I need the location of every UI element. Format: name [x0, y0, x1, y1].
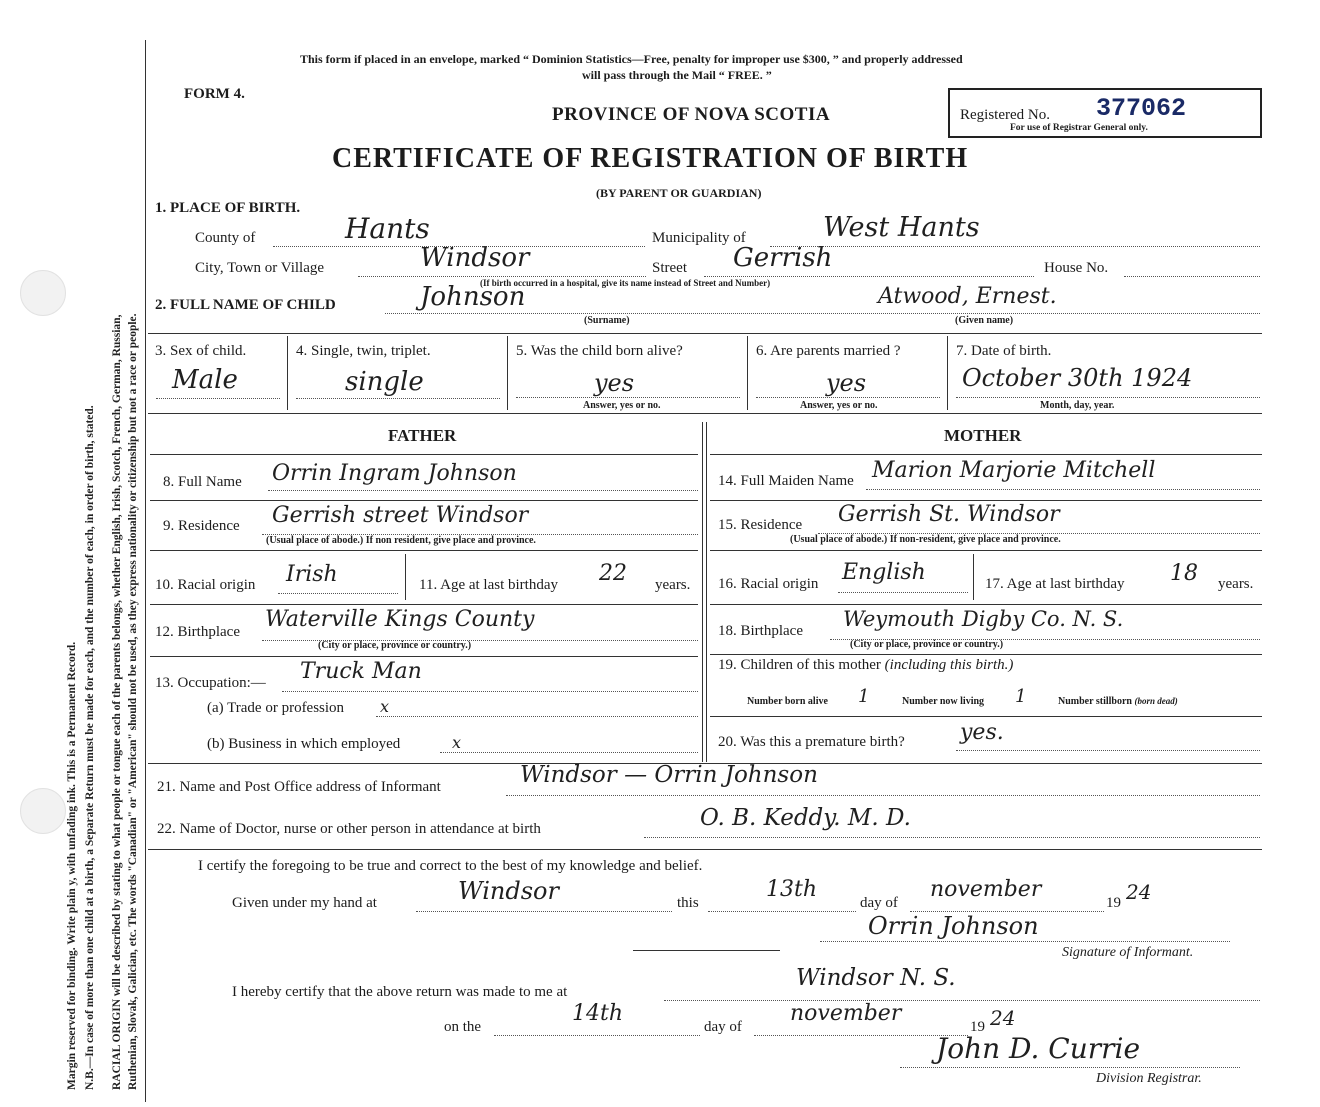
binding-hole-top: [20, 270, 66, 316]
street-label: Street: [652, 260, 687, 276]
children-label-paren: (including this birth.): [884, 657, 1014, 673]
city-value: Windsor: [420, 243, 530, 273]
mother-name-value: Marion Marjorie Mitchell: [872, 458, 1156, 483]
father-racial-label: 10. Racial origin: [155, 577, 256, 593]
mother-name-label: 14. Full Maiden Name: [718, 473, 854, 489]
registrar-year-value: 24: [990, 1006, 1016, 1030]
father-business-value: x: [452, 733, 462, 752]
date-of-birth-note: Month, day, year.: [1040, 400, 1115, 411]
surname-caption: (Surname): [584, 315, 630, 326]
informant-value: Windsor — Orrin Johnson: [520, 762, 818, 788]
child-surname-value: Johnson: [420, 282, 526, 312]
registered-no-label: Registered No.: [960, 107, 1050, 123]
mother-residence-label: 15. Residence: [718, 517, 803, 533]
margin-note-4: Ruthenian, Slovak, Galician, etc. The words "Canadian" or "American" should not be used, as they express nationality or citizenship but not a race or people.: [127, 313, 139, 1090]
mother-residence-note: (Usual place of abode.) If non-resident, give place and province.: [790, 534, 1061, 545]
premature-birth-value: yes.: [960, 720, 1004, 745]
father-trade-label: (a) Trade or profession: [207, 700, 345, 716]
number-born-alive-label: Number born alive: [747, 696, 828, 707]
certify-year-value: 24: [1126, 880, 1152, 904]
father-residence-label: 9. Residence: [163, 518, 240, 534]
city-label: City, Town or Village: [195, 260, 325, 276]
postal-notice-1: This form if placed in an envelope, marked “ Dominion Statistics—Free, penalty for improper use $300, ” and properly addressed: [300, 52, 963, 66]
father-birthplace-note: (City or place, province or country.): [318, 640, 472, 651]
parents-married-label: 6. Are parents married ?: [756, 343, 901, 359]
margin-note-3: RACIAL ORIGIN will be described by stating to what people or tongue each of the parents belongs, whether English, Irish, Scotch, French, German, Russian,: [111, 314, 123, 1090]
father-business-label: (b) Business in which employed: [207, 736, 401, 752]
certify-day-value: 13th: [766, 877, 818, 902]
born-alive-note: Answer, yes or no.: [583, 400, 661, 411]
child-given-name-value: Atwood, Ernest.: [878, 284, 1057, 309]
father-heading: FATHER: [388, 426, 457, 445]
father-age-unit: years.: [655, 577, 691, 593]
stillborn-paren: (born dead): [1134, 696, 1178, 706]
place-of-birth-heading: 1. PLACE OF BIRTH.: [155, 200, 301, 216]
certificate-title: CERTIFICATE OF REGISTRATION OF BIRTH: [332, 143, 969, 174]
registrar-day-value: 14th: [572, 1001, 624, 1026]
father-occupation-value: Truck Man: [300, 659, 422, 684]
father-residence-note: (Usual place of abode.) If non resident, give place and province.: [266, 535, 536, 546]
date-of-birth-label: 7. Date of birth.: [956, 343, 1052, 359]
county-value: Hants: [345, 212, 430, 245]
municipality-label: Municipality of: [652, 230, 746, 246]
parents-married-note: Answer, yes or no.: [800, 400, 878, 411]
registration-box: [948, 88, 1262, 138]
postal-notice-2: will pass through the Mail “ FREE. ”: [582, 68, 772, 82]
binding-margin-rule: [145, 40, 146, 1102]
county-label: County of: [195, 230, 256, 246]
informant-label: 21. Name and Post Office address of Informant: [157, 779, 441, 795]
mother-birthplace-value: Weymouth Digby Co. N. S.: [843, 607, 1124, 631]
father-birthplace-value: Waterville Kings County: [265, 607, 535, 632]
sex-value: Male: [172, 365, 238, 395]
born-alive-label: 5. Was the child born alive?: [516, 343, 683, 359]
given-under-hand-label: Given under my hand at: [232, 895, 377, 911]
certify-month-value: november: [930, 877, 1042, 902]
father-residence-value: Gerrish street Windsor: [272, 503, 529, 528]
father-age-value: 22: [599, 561, 627, 586]
margin-note-2: N.B.—In case of more than one child at a birth, a Separate Return must be made for each, and the number of each, in order of birth, stated.: [84, 405, 96, 1090]
informant-signature: Orrin Johnson: [868, 912, 1039, 940]
given-place-value: Windsor: [458, 877, 559, 905]
mother-age-unit: years.: [1218, 576, 1254, 592]
registrar-general-note: For use of Registrar General only.: [1010, 123, 1148, 133]
registrar-caption: Division Registrar.: [1096, 1071, 1202, 1086]
mother-birthplace-note: (City or place, province or country.): [850, 639, 1004, 650]
given-name-caption: (Given name): [955, 315, 1014, 326]
mother-heading: MOTHER: [944, 426, 1022, 445]
certify-statement: I certify the foregoing to be true and correct to the best of my knowledge and belief.: [198, 858, 703, 874]
mother-residence-value: Gerrish St. Windsor: [838, 502, 1060, 527]
street-value: Gerrish: [733, 243, 833, 273]
premature-birth-label: 20. Was this a premature birth?: [718, 734, 905, 750]
registered-no-value: 377062: [1096, 94, 1187, 123]
informant-signature-caption: Signature of Informant.: [1062, 945, 1194, 960]
mother-racial-value: English: [842, 560, 926, 585]
number-stillborn-label: [1058, 696, 1178, 707]
mother-age-label: 17. Age at last birthday: [985, 576, 1125, 592]
form-number: FORM 4.: [184, 86, 245, 102]
municipality-value: West Hants: [823, 212, 980, 243]
certificate-subtitle: (BY PARENT OR GUARDIAN): [596, 186, 762, 200]
province-heading: PROVINCE OF NOVA SCOTIA: [552, 104, 831, 125]
born-alive-value: yes: [594, 369, 635, 397]
registrar-statement: I hereby certify that the above return was made to me at: [232, 984, 568, 1000]
plurality-label: 4. Single, twin, triplet.: [296, 343, 431, 359]
father-birthplace-label: 12. Birthplace: [155, 624, 240, 640]
certify-day-of-label: day of: [860, 895, 898, 911]
doctor-label: 22. Name of Doctor, nurse or other person in attendance at birth: [157, 821, 541, 837]
number-now-living-label: Number now living: [902, 696, 985, 707]
parents-married-value: yes: [826, 369, 867, 397]
children-label-text: 19. Children of this mother: [718, 657, 881, 673]
registrar-signature: John D. Currie: [936, 1032, 1141, 1065]
child-name-label: 2. FULL NAME OF CHILD: [155, 297, 336, 313]
house-no-label: House No.: [1044, 260, 1109, 276]
margin-note-1: Margin reserved for binding. Write plain y, with unfading ink. This is a Permanent Record.: [66, 641, 78, 1090]
registrar-day-of-label: day of: [704, 1019, 742, 1035]
sex-label: 3. Sex of child.: [155, 343, 247, 359]
certify-year-prefix: 19: [1106, 895, 1121, 911]
father-name-label: 8. Full Name: [163, 474, 242, 490]
registrar-year-prefix: 19: [970, 1019, 985, 1035]
mother-children-label: [718, 657, 1013, 674]
father-age-label: 11. Age at last birthday: [419, 577, 558, 593]
father-trade-value: x: [380, 697, 390, 716]
on-the-label: on the: [444, 1019, 482, 1035]
street-hospital-note: (If birth occurred in a hospital, give its name instead of Street and Number): [480, 278, 771, 288]
doctor-value: O. B. Keddy. M. D.: [700, 805, 911, 831]
registrar-month-value: november: [790, 1001, 902, 1026]
number-now-living-value: 1: [1015, 686, 1027, 707]
mother-birthplace-label: 18. Birthplace: [718, 623, 803, 639]
stillborn-label-text: Number stillborn: [1058, 696, 1132, 707]
mother-age-value: 18: [1170, 561, 1198, 586]
binding-hole-bottom: [20, 788, 66, 834]
plurality-value: single: [345, 367, 424, 397]
this-label: this: [677, 895, 699, 911]
date-of-birth-value: October 30th 1924: [962, 364, 1193, 392]
registrar-place-value: Windsor N. S.: [796, 965, 956, 991]
mother-racial-label: 16. Racial origin: [718, 576, 819, 592]
father-occupation-label: 13. Occupation:—: [155, 675, 266, 691]
father-name-value: Orrin Ingram Johnson: [272, 461, 517, 486]
father-racial-value: Irish: [286, 562, 338, 587]
number-born-alive-value: 1: [858, 686, 870, 707]
